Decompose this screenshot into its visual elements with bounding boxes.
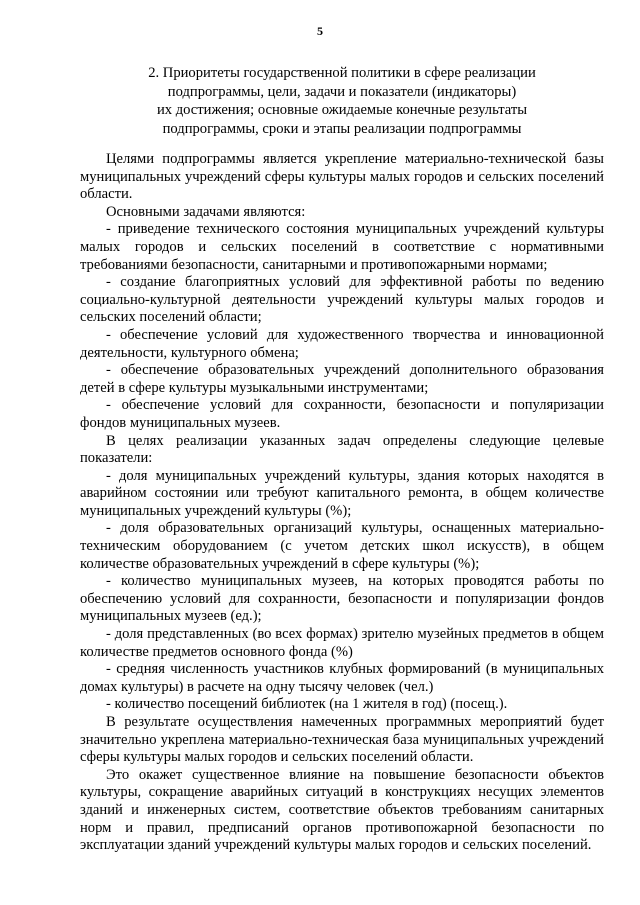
paragraph-indicators-intro: В целях реализации указанных задач определены следующие целевые показатели:	[80, 432, 604, 467]
indicator-item: - количество муниципальных музеев, на которых проводятся работы по обеспечению условий для сохранности, безопасности и популяризации фондов муниципальных музеев (ед.);	[80, 573, 604, 625]
body-text	[80, 151, 604, 855]
paragraph-tasks-intro: Основными задачами являются:	[106, 203, 306, 220]
paragraph-goals: Целями подпрограммы является укрепление материально-технической базы муниципальных учреждений сферы культуры малых городов и сельских поселений области.	[80, 151, 604, 203]
task-item: - обеспечение условий для художественного творчества и инновационной деятельности, культурного обмена;	[80, 326, 604, 361]
page-number: 5	[317, 24, 323, 38]
section-heading	[80, 64, 604, 138]
task-item: - обеспечение образовательных учреждений дополнительного образования детей в сфере культуры музыкальными инструментами;	[80, 362, 604, 396]
heading-line: 2. Приоритеты государственной политики в сфере реализации	[148, 65, 536, 81]
indicator-item: - доля муниципальных учреждений культуры, здания которых находятся в аварийном состоянии или требуют капитального ремонта, в общем количестве муниципальных учреждений культуры (%);	[80, 467, 604, 519]
paragraph-impact: Это окажет существенное влияние на повышение безопасности объектов культуры, сокращение аварийных ситуаций в конструкциях несущих элементов зданий и инженерных систем, соответствие объектов требованиям санитарных норм и правил, предписаний органов противопожарной безопасности по эксплуатации зданий учреждений культуры малых городов и сельских поселений.	[80, 766, 604, 854]
indicator-item: - доля образовательных организаций культуры, оснащенных материально-техническим оборудованием (с учетом детских школ искусств), в общем количестве образовательных учреждений в сфере культуры (%);	[80, 520, 604, 572]
heading-line: подпрограммы, сроки и этапы реализации подпрограммы	[162, 120, 522, 137]
indicator-item: - количество посещений библиотек (на 1 жителя в год) (посещ.).	[106, 696, 508, 713]
heading-line: их достижения; основные ожидаемые конечные результаты	[156, 102, 528, 118]
paragraph-result: В результате осуществления намеченных программных мероприятий будет значительно укреплена материально-техническая база муниципальных учреждений сферы культуры малых городов и сельских поселений области.	[80, 714, 604, 766]
indicator-item: - доля представленных (во всех формах) зрителю музейных предметов в общем количестве предметов основного фонда (%)	[80, 626, 604, 660]
indicator-item: - средняя численность участников клубных формирований (в муниципальных домах культуры) в расчете на одну тысячу человек (чел.)	[80, 661, 604, 695]
task-item: - создание благоприятных условий для эффективной работы по ведению социально-культурной деятельности учреждений культуры малых городов и сельских поселений области;	[80, 274, 604, 326]
task-item: - приведение технического состояния муниципальных учреждений культуры малых городов и сельских поселений в соответствие с нормативными требованиями безопасности, санитарными и противопожарными нормами;	[80, 221, 604, 273]
task-item: - обеспечение условий для сохранности, безопасности и популяризации фондов муниципальных музеев.	[80, 397, 604, 431]
heading-line: подпрограммы, цели, задачи и показатели (индикаторы)	[167, 83, 517, 100]
